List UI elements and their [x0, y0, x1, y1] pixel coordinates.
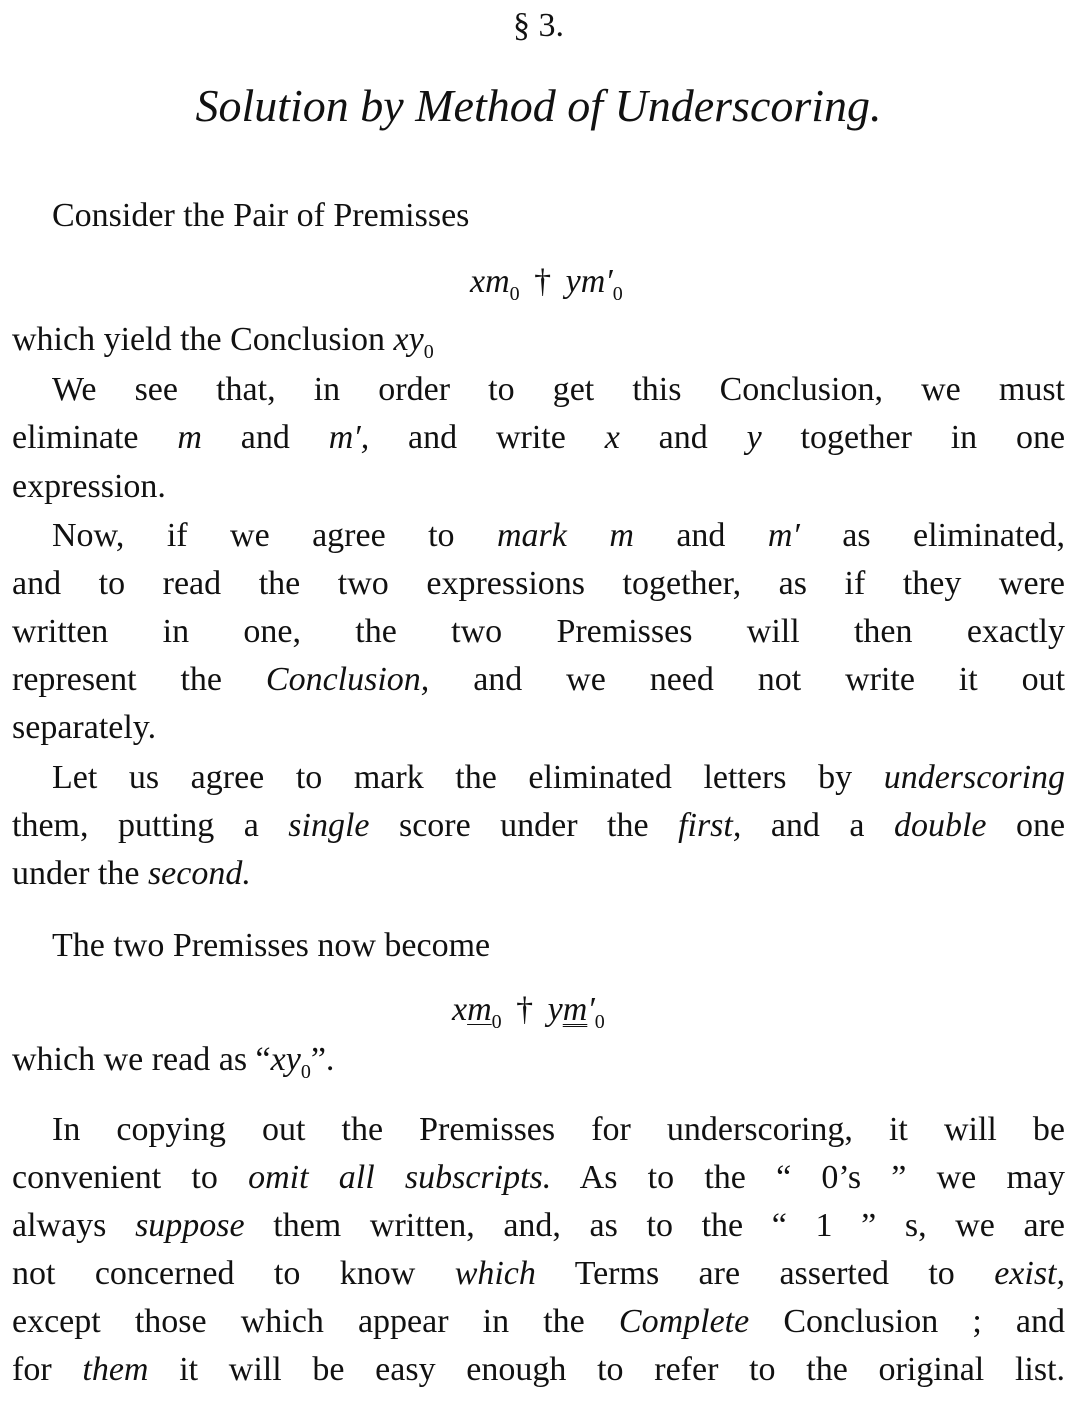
text-fragment: them written, and, as to the “ 1 ” s, we are: [273, 1207, 1066, 1244]
emph-mark: mark: [497, 517, 567, 554]
text-fragment: except those which appear in the: [12, 1303, 585, 1340]
text-fragment: represent the: [12, 661, 223, 698]
formula-term-a: xm: [470, 263, 510, 300]
var-m: m: [177, 419, 202, 456]
emph-second: second.: [147, 855, 251, 892]
var-x: x: [604, 419, 620, 456]
text-fragment: and: [240, 419, 290, 456]
conclusion-sub: 0: [423, 341, 434, 363]
para6-line5: [12, 1302, 1065, 1342]
text-fragment: and a: [770, 807, 865, 844]
text-fragment: not concerned to know: [12, 1255, 416, 1292]
para6-line1: In copying out the Premisses for underscoring, it will be: [52, 1111, 1065, 1148]
para4-line2: [12, 806, 1065, 846]
formula-sub-b: 0: [612, 283, 623, 305]
text-fragment: Conclusion ; and: [783, 1303, 1066, 1340]
emph-suppose: suppose: [135, 1207, 245, 1244]
emph-them: them: [82, 1351, 149, 1388]
para1-intro: Consider the Pair of Premisses: [52, 197, 470, 234]
para6-line6: [12, 1350, 1065, 1390]
para3-line2: and to read the two expressions together, as if they were: [12, 565, 1065, 602]
emph-first: first,: [678, 807, 742, 844]
text-fragment: Terms are asserted to: [574, 1255, 955, 1292]
text-fragment: together in one: [800, 419, 1066, 456]
emph-conclusion: Conclusion,: [265, 661, 430, 698]
single-underscored-m: m: [467, 991, 492, 1028]
conclusion-text: which yield the Conclusion: [12, 321, 386, 358]
para2-line3: expression.: [12, 468, 166, 505]
para6-line2: [12, 1158, 1065, 1198]
para6-line3: [12, 1206, 1065, 1246]
section-heading: § 3.: [513, 7, 564, 44]
text-fragment: Let us agree to mark the eliminated letters by: [52, 759, 853, 796]
text-fragment: convenient to: [12, 1159, 218, 1196]
underscored-formula: [452, 990, 1065, 1033]
read-var: xy: [270, 1041, 301, 1078]
para6-line4: [12, 1254, 1065, 1294]
emph-double: double: [893, 807, 987, 844]
formula-x: x: [452, 991, 468, 1028]
para5-intro: The two Premisses now become: [52, 927, 491, 964]
text-fragment: it will be easy enough to refer to the original list.: [179, 1351, 1066, 1388]
formula-sub-a: 0: [491, 1011, 502, 1033]
formula-y: y: [547, 991, 563, 1028]
conclusion-var: xy: [393, 321, 424, 358]
read-sub: 0: [300, 1061, 311, 1083]
emph-exist: exist,: [994, 1255, 1065, 1292]
page-title: Solution by Method of Underscoring.: [195, 80, 882, 131]
para3-line3: written in one, the two Premisses will then exactly: [12, 613, 1065, 650]
emph-complete: Complete: [618, 1303, 750, 1340]
double-underscored-m: m: [562, 991, 588, 1028]
prime-mark: ′: [587, 991, 595, 1028]
para3-line5: separately.: [12, 709, 157, 746]
para3-line4: [12, 660, 1065, 700]
text-fragment: score under the: [398, 807, 649, 844]
text-fragment: as eliminated,: [842, 517, 1066, 554]
para2-line1: We see that, in order to get this Conclusion, we must: [52, 371, 1065, 408]
text-fragment: which we read as “: [12, 1041, 271, 1078]
para4-line3: [12, 854, 1065, 894]
emph-single: single: [288, 807, 370, 844]
text-fragment: under the: [12, 855, 140, 892]
para4-line1: [52, 758, 1065, 798]
conclusion-line: [12, 320, 1065, 363]
emph-which: which: [454, 1255, 536, 1292]
emph-omit-subscripts: omit all subscripts.: [248, 1159, 552, 1196]
var-y: y: [746, 419, 762, 456]
text-fragment: eliminate: [12, 419, 139, 456]
formula-term-b: ym′: [565, 263, 613, 300]
premisses-formula: [470, 262, 1065, 305]
para2-line2: [12, 418, 1065, 458]
text-fragment: and: [658, 419, 708, 456]
para5-read-line: [12, 1040, 1065, 1083]
text-fragment: ”.: [310, 1041, 335, 1078]
text-fragment: and we need not write it out: [473, 661, 1066, 698]
emph-underscoring: underscoring: [883, 759, 1066, 796]
text-fragment: for: [12, 1351, 52, 1388]
var-m: m: [609, 517, 634, 554]
dagger-symbol: †: [516, 991, 534, 1028]
var-m-prime: m′,: [328, 419, 370, 456]
text-fragment: and write: [408, 419, 566, 456]
var-m-prime: m′: [767, 517, 800, 554]
text-fragment: Now, if we agree to: [52, 517, 455, 554]
formula-sub-b: 0: [594, 1011, 605, 1033]
text-fragment: and: [676, 517, 726, 554]
text-fragment: them, putting a: [12, 807, 259, 844]
dagger-symbol: †: [534, 263, 552, 300]
para3-line1: [52, 516, 1065, 556]
text-fragment: one: [1015, 807, 1066, 844]
text-fragment: always: [12, 1207, 107, 1244]
formula-sub-a: 0: [509, 283, 520, 305]
text-fragment: As to the “ 0’s ” we may: [579, 1159, 1066, 1196]
